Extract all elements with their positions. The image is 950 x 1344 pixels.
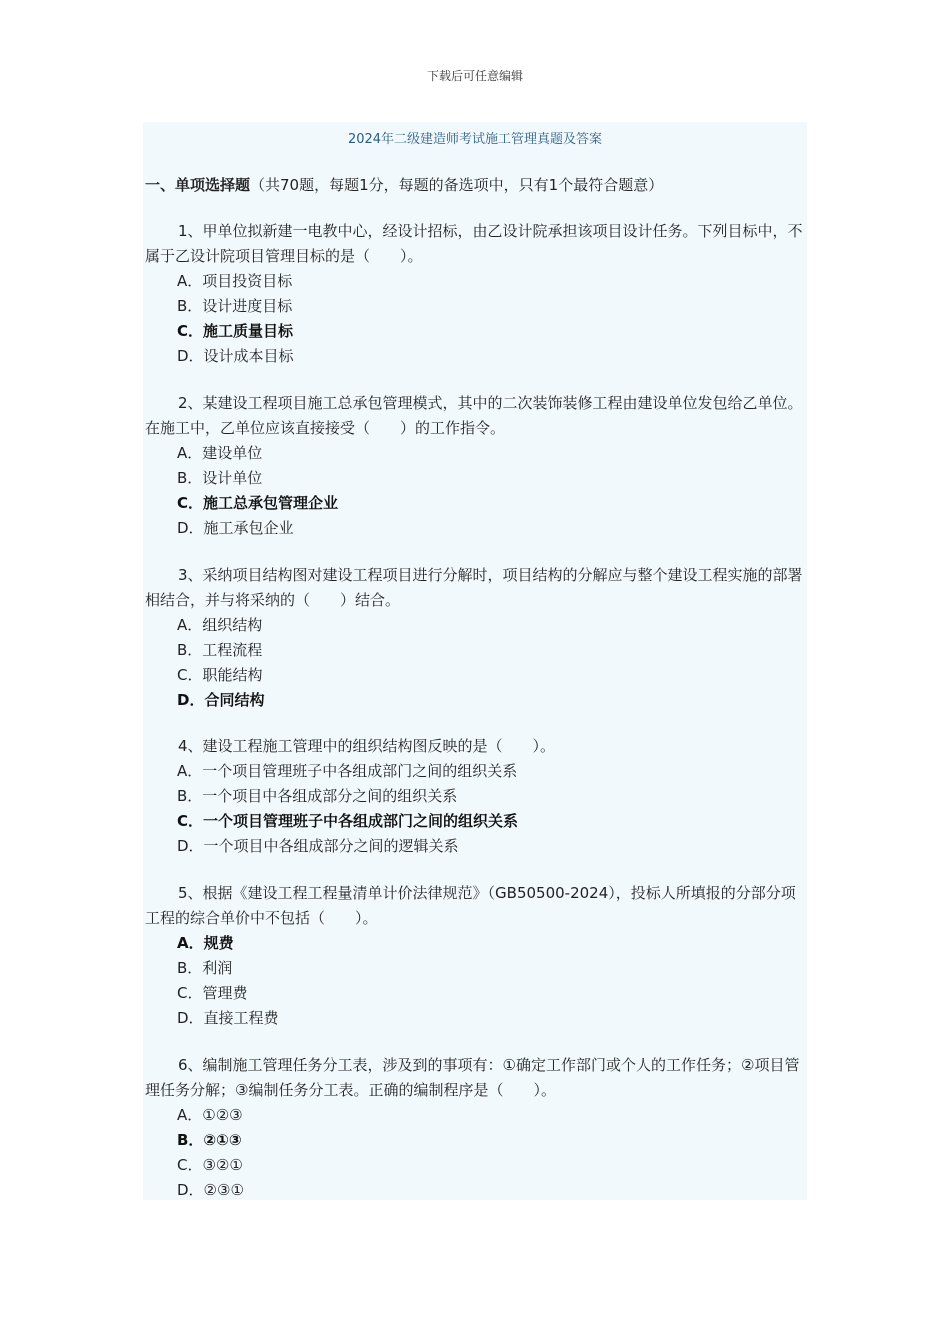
question-1 — [145, 219, 805, 369]
question-5 — [145, 881, 805, 1031]
option-a: A．①②③ — [177, 1106, 243, 1124]
option-b: B．利润 — [177, 959, 233, 977]
option-a: A．一个项目管理班子中各组成部门之间的组织关系 — [177, 762, 518, 780]
option-b: B．一个项目中各组成部分之间的组织关系 — [177, 787, 458, 805]
option-d: D．一个项目中各组成部分之间的逻辑关系 — [177, 837, 459, 855]
option-d: D．设计成本目标 — [177, 347, 294, 365]
option-a: A．建设单位 — [177, 444, 263, 462]
section-note: （共70题，每题1分，每题的备选项中，只有1个最符合题意） — [250, 176, 664, 194]
option-a: A．项目投资目标 — [177, 272, 293, 290]
question-stem: 1、甲单位拟新建一电教中心，经设计招标，由乙设计院承担该项目设计任务。下列目标中，不属于乙设计院项目管理目标的是（ ）。 — [145, 222, 803, 265]
question-6 — [145, 1053, 805, 1203]
header-note: 下载后可任意编辑 — [426, 69, 523, 83]
option-c: C．职能结构 — [177, 666, 263, 684]
option-c: C．管理费 — [177, 984, 248, 1002]
question-stem: 6、编制施工管理任务分工表，涉及到的事项有：①确定工作部门或个人的工作任务；②项目管理任务分解；③编制任务分工表。正确的编制程序是（ ）。 — [145, 1056, 800, 1099]
option-d: D．②③① — [177, 1181, 244, 1199]
option-b-answer: B．②①③ — [177, 1131, 242, 1149]
question-4 — [145, 734, 805, 859]
section-heading — [145, 174, 805, 195]
option-d: D．直接工程费 — [177, 1009, 279, 1027]
option-c-answer: C．施工质量目标 — [177, 322, 294, 340]
question-2 — [145, 391, 805, 541]
section-title: 一、单项选择题 — [145, 176, 251, 194]
option-c-answer: C．一个项目管理班子中各组成部门之间的组织关系 — [177, 812, 519, 830]
option-b: B．设计进度目标 — [177, 297, 293, 315]
question-stem: 2、某建设工程项目施工总承包管理模式，其中的二次装饰装修工程由建设单位发包给乙单位。在施工中，乙单位应该直接接受（ ）的工作指令。 — [145, 394, 803, 437]
option-c-answer: C．施工总承包管理企业 — [177, 494, 339, 512]
question-stem: 3、采纳项目结构图对建设工程项目进行分解时，项目结构的分解应与整个建设工程实施的部署相结合，并与将采纳的（ ）结合。 — [145, 566, 803, 609]
question-stem: 4、建设工程施工管理中的组织结构图反映的是（ ）。 — [178, 737, 556, 755]
option-b: B．工程流程 — [177, 641, 263, 659]
question-stem: 5、根据《建设工程工程量清单计价法律规范》（GB50500-2024），投标人所填报的分部分项工程的综合单价中不包括（ ）。 — [145, 884, 796, 927]
option-d: D．施工承包企业 — [177, 519, 294, 537]
option-a-answer: A．规费 — [177, 934, 234, 952]
option-d-answer: D．合同结构 — [177, 691, 265, 709]
option-b: B．设计单位 — [177, 469, 263, 487]
question-3 — [145, 563, 805, 713]
option-c: C．③②① — [177, 1156, 243, 1174]
option-a: A．组织结构 — [177, 616, 263, 634]
document-title: 2024年二级建造师考试施工管理真题及答案 — [347, 132, 603, 147]
